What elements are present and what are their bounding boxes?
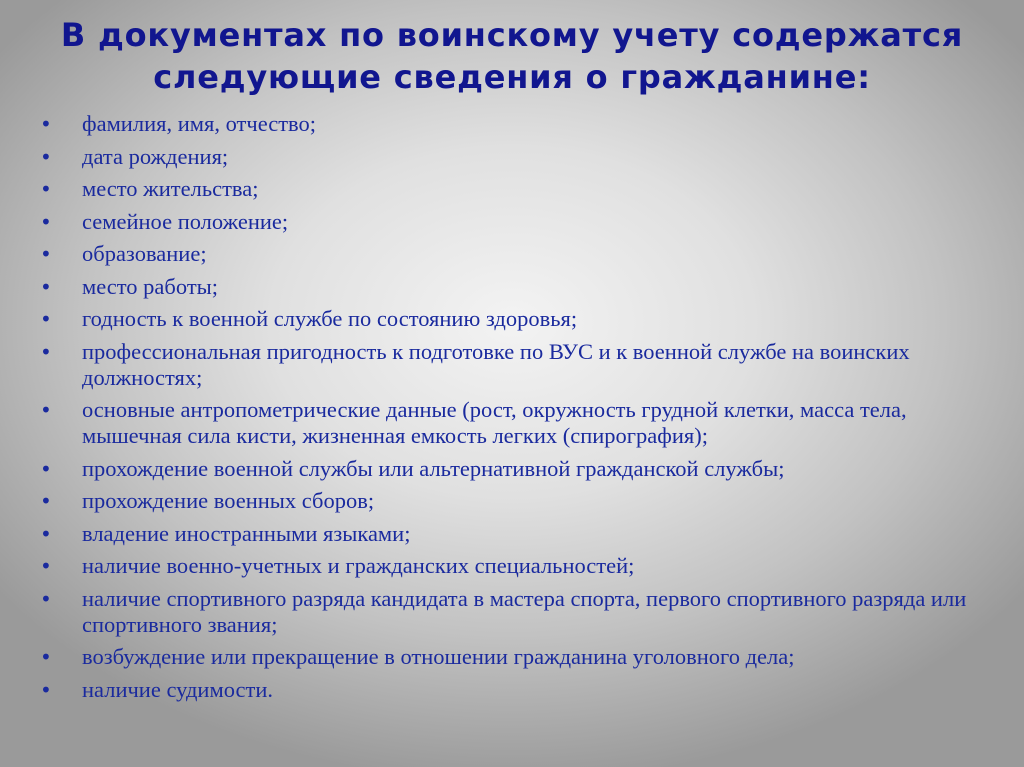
- bullet-text: наличие судимости.: [82, 676, 274, 702]
- bullet-text: семейное положение;: [82, 208, 289, 234]
- bullet-text: дата рождения;: [82, 143, 229, 169]
- bullet-dot-icon: •: [40, 586, 52, 611]
- bullet-list: [40, 111, 1000, 709]
- bullet-dot-icon: •: [40, 521, 52, 546]
- bullet-text: фамилия, имя, отчество;: [82, 111, 317, 136]
- bullet-text: профессиональная пригодность к подготовке по ВУС и к военной службе на воинских должностях;: [82, 338, 910, 390]
- bullet-dot-icon: •: [40, 339, 52, 364]
- bullet-dot-icon: •: [40, 677, 52, 702]
- bullet-text: основные антропометрические данные (рост, окружность грудной клетки, масса тела, мышечная сила кисти, жизненная емкость легких (спирография);: [82, 397, 907, 448]
- bullet-text: возбуждение или прекращение в отношении гражданина уголовного дела;: [82, 644, 795, 669]
- bullet-dot-icon: •: [40, 456, 52, 481]
- slide-title-line-2: следующие сведения о гражданине:: [153, 58, 871, 96]
- bullet-dot-icon: •: [40, 177, 52, 201]
- bullet-item-anthropometric-data: [40, 397, 1000, 449]
- bullet-dot-icon: •: [40, 645, 52, 669]
- bullet-text: наличие военно-учетных и гражданских специальностей;: [82, 553, 635, 578]
- bullet-item-sports-rank: [40, 586, 1000, 638]
- bullet-item-criminal-case: [40, 644, 1000, 670]
- bullet-item-fitness: [40, 306, 1000, 332]
- bullet-item-professional-suitability: [40, 339, 1000, 391]
- bullet-dot-icon: •: [40, 274, 52, 299]
- bullet-item-education: [40, 241, 1000, 267]
- bullet-item-marital-status: [40, 209, 1000, 235]
- bullet-text: место работы;: [82, 273, 219, 299]
- bullet-dot-icon: •: [40, 398, 52, 422]
- bullet-item-languages: [40, 521, 1000, 547]
- bullet-text: владение иностранными языками;: [82, 520, 411, 546]
- bullet-item-birth-date: [40, 144, 1000, 170]
- bullet-item-training-camps: [40, 488, 1000, 514]
- bullet-text: наличие спортивного разряда кандидата в мастера спорта, первого спортивного разряда или спортивного звания;: [82, 585, 967, 637]
- slide-title: [30, 14, 994, 98]
- bullet-dot-icon: •: [40, 209, 52, 234]
- bullet-dot-icon: •: [40, 554, 52, 578]
- bullet-dot-icon: •: [40, 242, 52, 266]
- bullet-item-military-service: [40, 456, 1000, 482]
- bullet-dot-icon: •: [40, 144, 52, 169]
- bullet-item-specialties: [40, 553, 1000, 579]
- bullet-item-workplace: [40, 274, 1000, 300]
- bullet-item-full-name: [40, 111, 1000, 137]
- bullet-text: место жительства;: [82, 176, 259, 201]
- bullet-item-residence: [40, 176, 1000, 202]
- bullet-text: прохождение военных сборов;: [82, 488, 375, 513]
- bullet-dot-icon: •: [40, 112, 52, 136]
- bullet-item-conviction: [40, 677, 1000, 703]
- bullet-text: годность к военной службе по состоянию здоровья;: [82, 306, 578, 331]
- slide-title-line-1: В документах по воинскому учету содержатся: [60, 16, 964, 54]
- bullet-dot-icon: •: [40, 489, 52, 513]
- bullet-text: прохождение военной службы или альтернативной гражданской службы;: [82, 455, 785, 481]
- bullet-dot-icon: •: [40, 307, 52, 331]
- bullet-text: образование;: [82, 241, 207, 266]
